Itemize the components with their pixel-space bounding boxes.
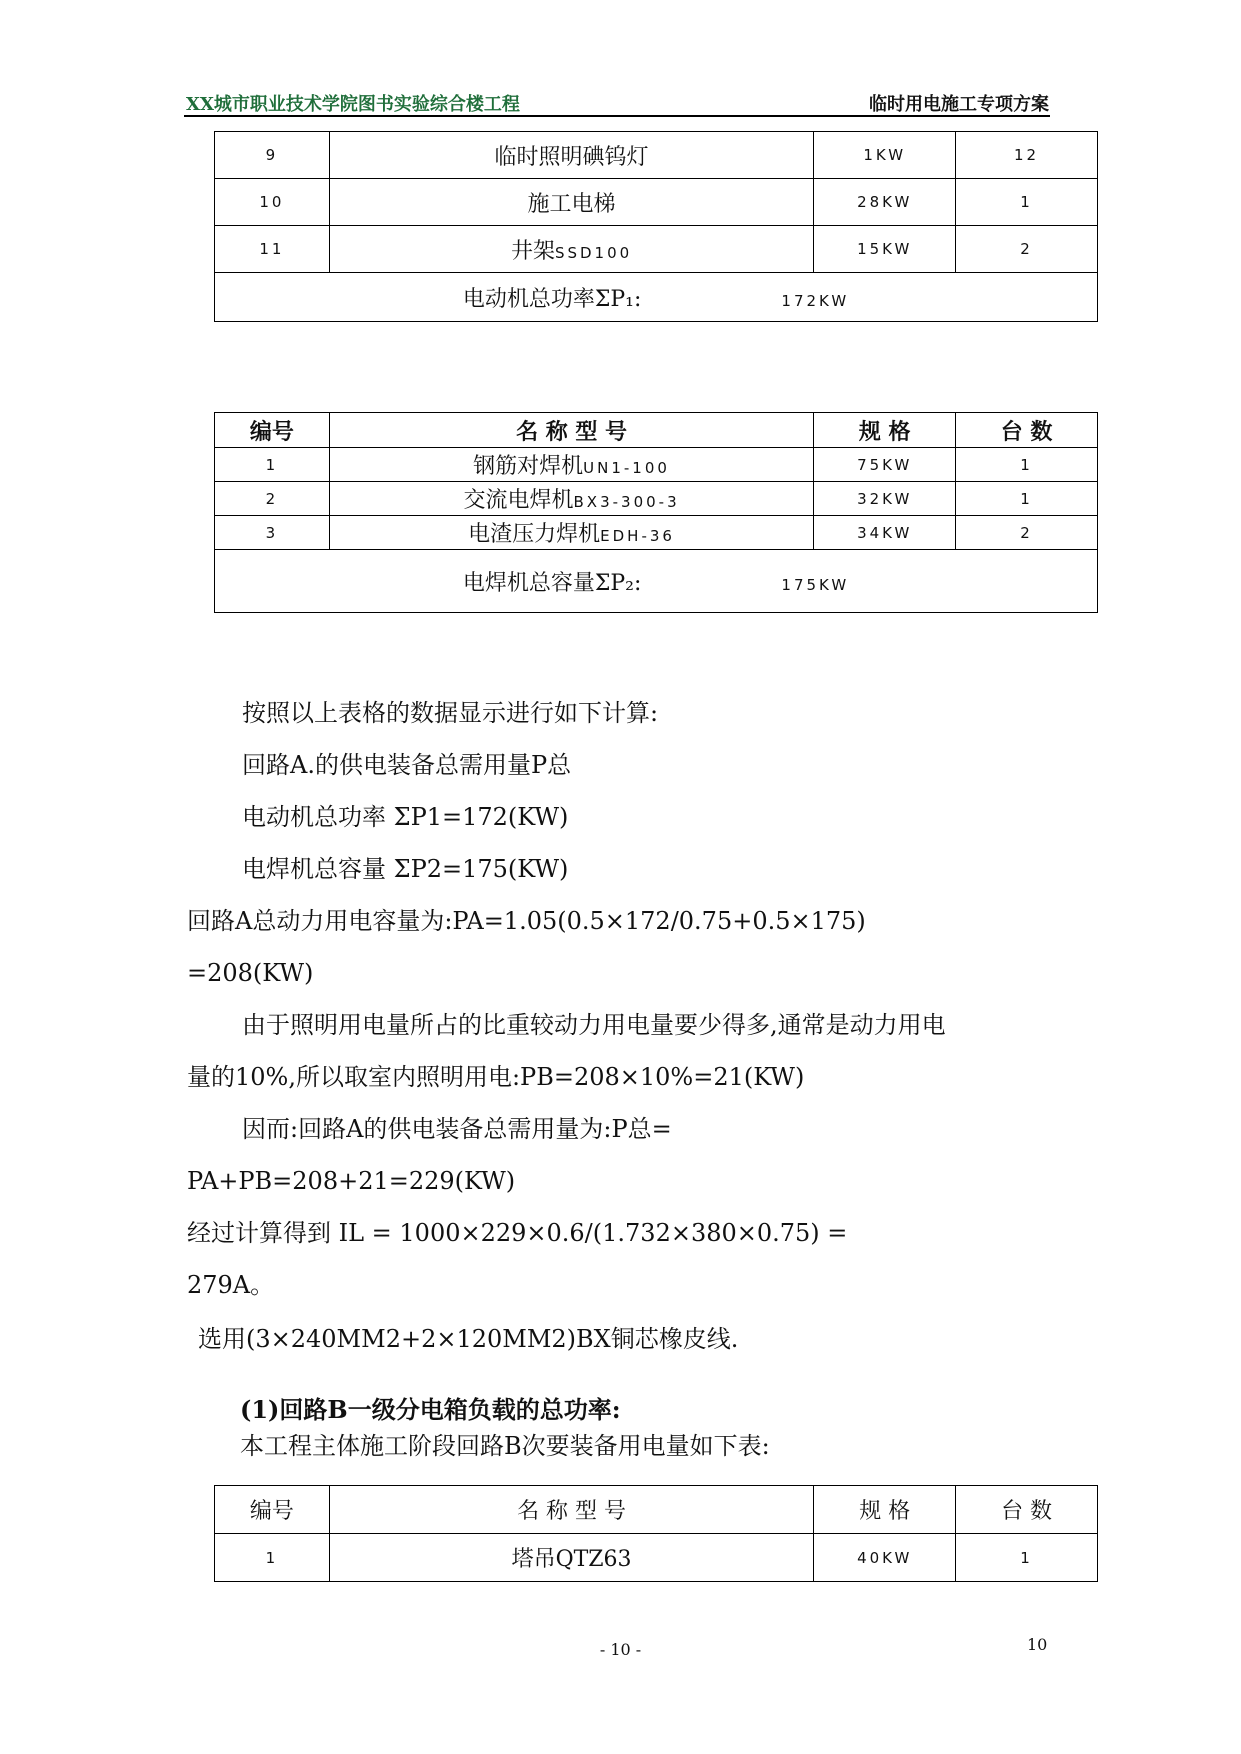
page-number-right: 10	[1027, 1635, 1048, 1654]
cell-qty: 1	[956, 1534, 1098, 1582]
cell-no: 1	[215, 448, 330, 482]
calc-line-current: 经过计算得到 IL = 1000×229×0.6/(1.732×380×0.75) =	[187, 1219, 848, 1247]
cell-qty: 2	[956, 226, 1098, 273]
table-total-row	[215, 550, 1098, 613]
calc-line-motor-power: 电动机总功率 ΣP1=172(KW)	[242, 803, 569, 831]
welder-equipment-table	[214, 412, 1098, 613]
header-project-title: XX城市职业技术学院图书实验综合楼工程	[186, 94, 520, 115]
table-row	[215, 226, 1098, 273]
page-number: - 10 -	[599, 1640, 642, 1659]
header-qty: 台 数	[956, 413, 1098, 448]
circuit-b-equipment-table	[214, 1485, 1098, 1582]
cell-no: 9	[215, 132, 330, 179]
cell-name-model: BX3-300-3	[573, 493, 680, 511]
header-qty: 台 数	[956, 1486, 1098, 1534]
welder-total-label: 电焊机总容量ΣP₂:	[462, 570, 642, 596]
table-row	[215, 482, 1098, 516]
welder-total-value: 175KW	[781, 575, 850, 594]
table-row	[215, 448, 1098, 482]
cell-name	[329, 482, 813, 516]
header-spec: 规 格	[814, 1486, 956, 1534]
header-divider	[184, 115, 1050, 117]
motor-equipment-table	[214, 131, 1098, 322]
cell-name-zh: 钢筋对焊机	[473, 454, 584, 479]
motor-total-label: 电动机总功率ΣP₁:	[462, 286, 642, 312]
header-name: 名 称 型 号	[329, 413, 813, 448]
table-header-row	[215, 413, 1098, 448]
motor-total-value: 172KW	[781, 291, 850, 310]
cell-spec: 28KW	[814, 179, 956, 226]
header-document-title: 临时用电施工专项方案	[869, 94, 1049, 115]
cell-spec: 32KW	[814, 482, 956, 516]
cell-no: 11	[215, 226, 330, 273]
cell-name	[329, 226, 813, 273]
section-heading: (1)回路B一级分电箱负载的总功率:	[240, 1395, 621, 1424]
cell-name: 临时照明碘钨灯	[329, 132, 813, 179]
cell-spec: 40KW	[814, 1534, 956, 1582]
cell-qty: 12	[956, 132, 1098, 179]
cell-name-model: SSD100	[554, 243, 633, 262]
welder-total-cell	[215, 550, 1098, 613]
cell-spec: 1KW	[814, 132, 956, 179]
cell-name: 塔吊QTZ63	[329, 1534, 813, 1582]
calc-line-current-result: 279A。	[187, 1271, 275, 1299]
table-header-row	[215, 1486, 1098, 1534]
table-row	[215, 179, 1098, 226]
cell-name-zh: 井架	[510, 238, 555, 264]
calc-line-pa: 回路A总动力用电容量为:PA=1.05(0.5×172/0.75+0.5×175)	[187, 907, 866, 935]
cell-name	[329, 516, 813, 550]
cell-spec: 75KW	[814, 448, 956, 482]
table-row	[215, 132, 1098, 179]
motor-total-cell	[215, 273, 1098, 322]
calc-line-total-result: PA+PB=208+21=229(KW)	[187, 1167, 516, 1195]
cell-spec: 34KW	[814, 516, 956, 550]
cell-name: 施工电梯	[329, 179, 813, 226]
calc-line-pa-result: =208(KW)	[187, 959, 314, 987]
cell-qty: 1	[956, 482, 1098, 516]
cell-qty: 1	[956, 179, 1098, 226]
table-row	[215, 1534, 1098, 1582]
cell-spec: 15KW	[814, 226, 956, 273]
cell-name-model: EDH-36	[600, 527, 675, 545]
cell-name-zh: 交流电焊机	[463, 488, 574, 513]
header-no: 编号	[215, 1486, 330, 1534]
cell-qty: 2	[956, 516, 1098, 550]
calc-line-pb: 量的10%,所以取室内照明用电:PB=208×10%=21(KW)	[187, 1063, 805, 1091]
cell-no: 10	[215, 179, 330, 226]
calc-line-lighting-note: 由于照明用电量所占的比重较动力用电量要少得多,通常是动力用电	[242, 1011, 946, 1039]
cell-name	[329, 448, 813, 482]
cell-name-zh: 电渣压力焊机	[468, 522, 601, 547]
section-intro: 本工程主体施工阶段回路B次要装备用电量如下表:	[240, 1432, 770, 1460]
calc-line-welder-capacity: 电焊机总容量 ΣP2=175(KW)	[242, 855, 569, 883]
cell-name-model: UN1-100	[583, 459, 670, 477]
header-no: 编号	[215, 413, 330, 448]
cell-no: 3	[215, 516, 330, 550]
cable-selection: 选用(3×240MM2+2×120MM2)BX铜芯橡皮线.	[198, 1325, 739, 1353]
calc-line-total-demand: 因而:回路A的供电装备总需用量为:P总=	[242, 1115, 672, 1143]
cell-qty: 1	[956, 448, 1098, 482]
cell-no: 1	[215, 1534, 330, 1582]
table-row	[215, 516, 1098, 550]
header-spec: 规 格	[814, 413, 956, 448]
table-total-row	[215, 273, 1098, 322]
calc-intro: 按照以上表格的数据显示进行如下计算:	[242, 699, 659, 727]
calc-line-circuit-a: 回路A.的供电装备总需用量P总	[242, 751, 572, 779]
header-name: 名 称 型 号	[329, 1486, 813, 1534]
cell-no: 2	[215, 482, 330, 516]
